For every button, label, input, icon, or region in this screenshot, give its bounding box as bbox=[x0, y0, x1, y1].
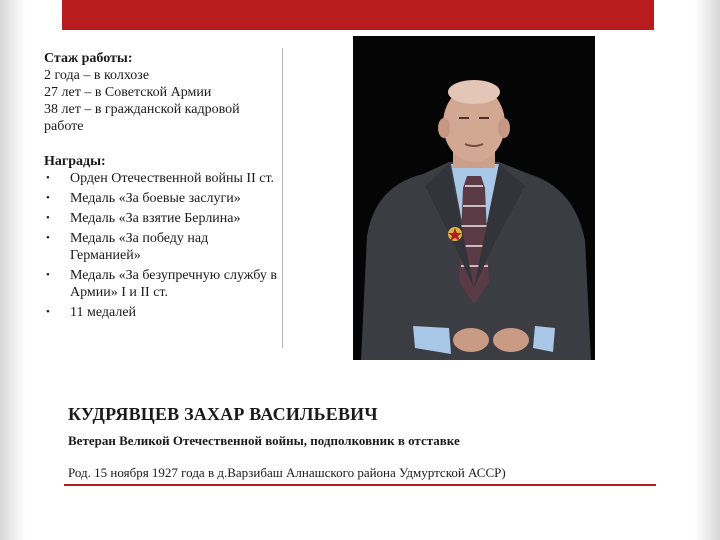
bald-highlight bbox=[448, 80, 500, 104]
right-ear bbox=[498, 118, 510, 138]
bullet-icon: • bbox=[46, 306, 50, 318]
award-text: Медаль «За безупречную службу в Армии» I и II ст. bbox=[70, 268, 277, 300]
work-experience-section bbox=[44, 50, 280, 135]
vertical-divider bbox=[282, 48, 283, 348]
top-accent-bar bbox=[62, 0, 654, 30]
award-text: Медаль «За боевые заслуги» bbox=[70, 191, 241, 206]
award-item bbox=[44, 267, 280, 301]
portrait-illustration bbox=[353, 36, 595, 360]
right-edge-shadow bbox=[694, 0, 720, 540]
award-text: Медаль «За взятие Берлина» bbox=[70, 211, 241, 226]
bullet-icon: • bbox=[46, 232, 50, 244]
right-cuff bbox=[533, 326, 555, 352]
bullet-icon: • bbox=[46, 192, 50, 204]
awards-heading: Награды: bbox=[44, 154, 106, 169]
bullet-icon: • bbox=[46, 212, 50, 224]
left-hand bbox=[453, 328, 489, 352]
bullet-icon: • bbox=[46, 172, 50, 184]
award-text: Медаль «За победу над Германией» bbox=[70, 231, 209, 263]
awards-list bbox=[44, 170, 280, 321]
award-item bbox=[44, 210, 280, 227]
caption-block bbox=[68, 404, 668, 449]
person-rank: Ветеран Великой Отечественной войны, подполковник в отставке bbox=[68, 433, 460, 448]
left-ear bbox=[438, 118, 450, 138]
left-edge-shadow bbox=[0, 0, 26, 540]
info-column bbox=[44, 50, 280, 324]
award-item bbox=[44, 230, 280, 264]
award-item bbox=[44, 170, 280, 187]
work-line-army: 27 лет – в Советской Армии bbox=[44, 85, 212, 100]
right-hand bbox=[493, 328, 529, 352]
award-text: 11 медалей bbox=[70, 305, 137, 320]
bullet-icon: • bbox=[46, 269, 50, 281]
work-line-kolkhoz: 2 года – в колхозе bbox=[44, 68, 150, 83]
birth-info: Род. 15 ноября 1927 года в д.Варзибаш Алнашского района Удмуртской АССР) bbox=[68, 465, 506, 480]
person-name: КУДРЯВЦЕВ ЗАХАР ВАСИЛЬЕВИЧ bbox=[68, 404, 378, 424]
award-item bbox=[44, 190, 280, 207]
award-item bbox=[44, 304, 280, 321]
award-text: Орден Отечественной войны II ст. bbox=[70, 171, 275, 186]
work-line-civil: 38 лет – в гражданской кадровой работе bbox=[44, 102, 240, 134]
bottom-accent-line bbox=[64, 484, 656, 486]
portrait-photo bbox=[353, 36, 595, 360]
awards-section bbox=[44, 153, 280, 321]
work-experience-heading: Стаж работы: bbox=[44, 51, 133, 66]
